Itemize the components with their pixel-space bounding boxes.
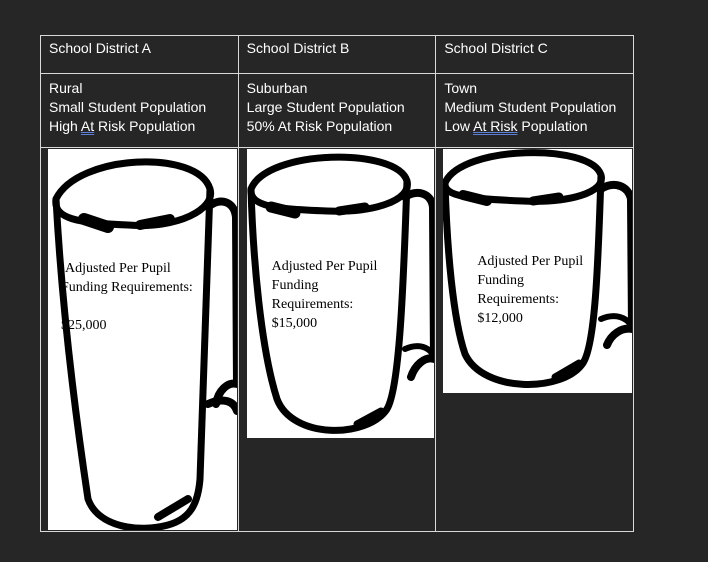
district-b-risk-population: 50% At Risk Population — [246, 118, 393, 134]
district-c-risk-population: Low At Risk Population — [444, 118, 588, 134]
header-cell-b[interactable] — [238, 36, 436, 74]
description-row — [41, 74, 634, 148]
description-cell-b[interactable] — [238, 74, 436, 148]
district-c-student-population: Medium Student Population — [444, 99, 617, 115]
header-cell-c[interactable] — [436, 36, 634, 74]
header-row — [41, 36, 634, 74]
district-a-student-population: Small Student Population — [49, 99, 207, 115]
tall-mug-icon — [48, 149, 237, 530]
district-b-amount: $15,000 — [271, 316, 318, 331]
district-a-setting: Rural — [49, 80, 83, 96]
mug-cell-a[interactable] — [41, 148, 239, 532]
spellcheck-underline: At — [80, 118, 95, 134]
district-comparison-table — [40, 35, 634, 532]
mug-b-label: Adjusted Per Pupil Funding Requirements: $15,000 — [271, 259, 378, 331]
mug-cell-b[interactable] — [238, 148, 436, 532]
mug-row — [41, 148, 634, 532]
district-c-amount: $12,000 — [477, 311, 523, 326]
description-cell-a[interactable] — [41, 74, 239, 148]
spellcheck-underline: At Risk — [473, 118, 518, 134]
district-b-student-population: Large Student Population — [246, 99, 405, 115]
mug-cell-c[interactable] — [436, 148, 634, 532]
header-cell-a[interactable] — [41, 36, 239, 74]
district-b-name: School District B — [246, 40, 350, 56]
district-c-setting: Town — [444, 80, 477, 96]
mug-image-a — [48, 149, 237, 530]
district-a-amount: $25,000 — [61, 318, 107, 333]
mug-image-b — [247, 149, 434, 438]
district-a-risk-population: High At Risk Population — [49, 118, 196, 134]
mug-image-c — [443, 149, 632, 393]
mug-c-label: Adjusted Per Pupil Funding Requirements: $12,000 — [477, 254, 584, 326]
district-b-setting: Suburban — [246, 80, 308, 96]
description-cell-c[interactable] — [436, 74, 634, 148]
mug-a-label: Adjusted Per Pupil Funding Requirements: $25,000 — [61, 261, 193, 333]
district-c-name: School District C — [444, 40, 548, 56]
district-a-name: School District A — [49, 40, 151, 56]
